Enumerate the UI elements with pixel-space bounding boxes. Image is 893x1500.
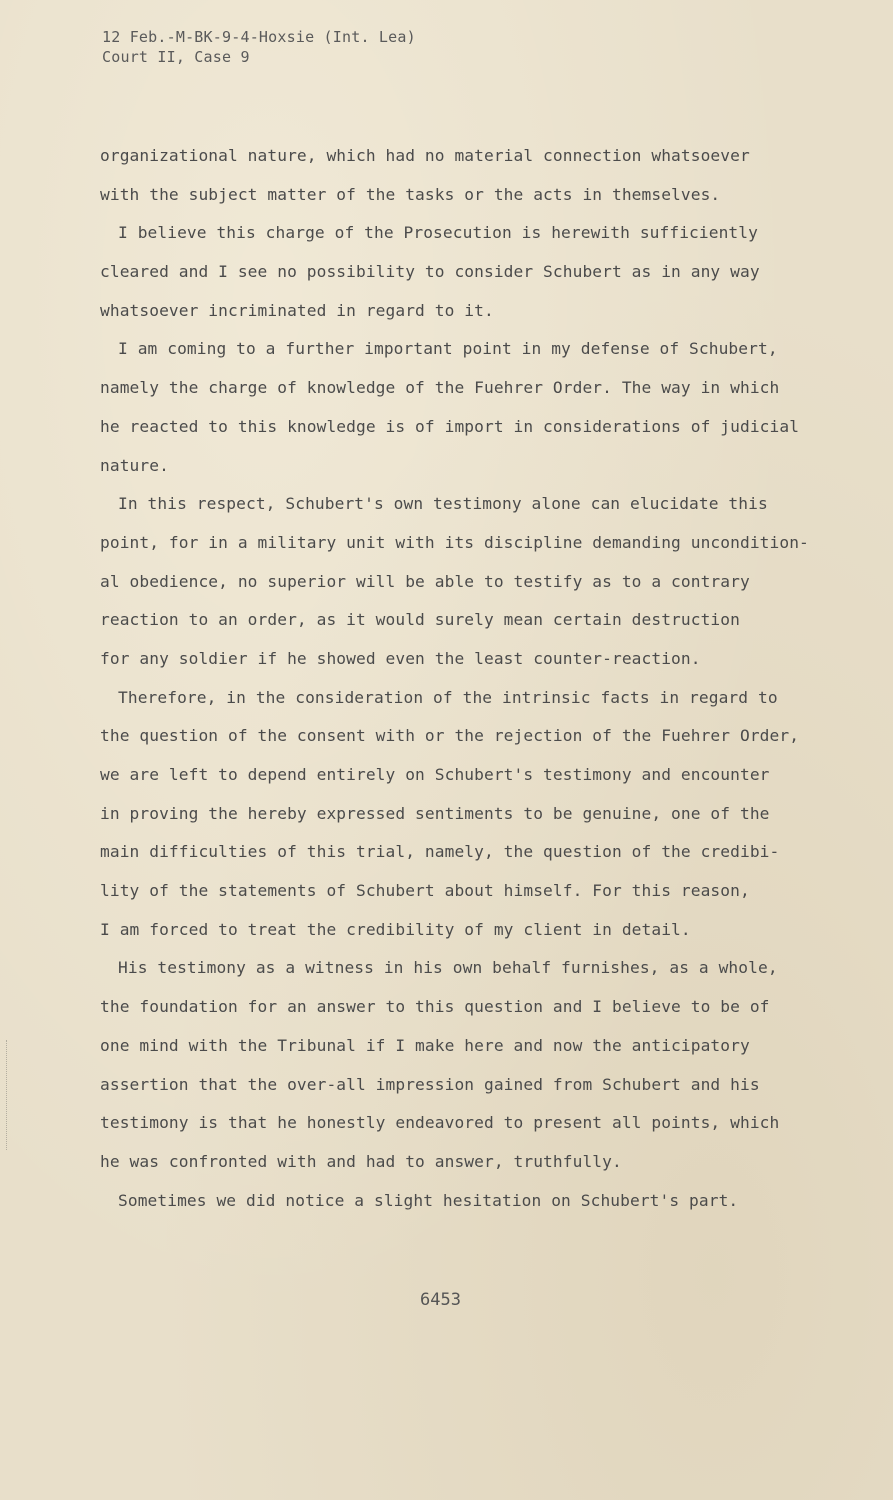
- text-line: assertion that the over-all impression gained from Schubert and his: [100, 1074, 760, 1094]
- text-line: In this respect, Schubert's own testimony alone can elucidate this: [118, 494, 768, 514]
- text-line: cleared and I see no possibility to consider Schubert as in any way: [100, 262, 760, 282]
- body-text: [100, 142, 820, 1225]
- text-line: al obedience, no superior will be able to testify as to a contrary: [100, 571, 750, 591]
- text-line: we are left to depend entirely on Schubert's testimony and encounter: [100, 765, 770, 784]
- text-line: he was confronted with and had to answer, truthfully.: [100, 1151, 622, 1171]
- text-line: Sometimes we did notice a slight hesitation on Schubert's part.: [118, 1190, 739, 1210]
- text-line: organizational nature, which had no material connection whatsoever: [100, 146, 750, 165]
- header-court: Court II, Case 9: [102, 48, 250, 66]
- text-line: I am coming to a further important point in my defense of Schubert,: [118, 339, 778, 359]
- text-line: I believe this charge of the Prosecution is herewith sufficiently: [118, 223, 758, 243]
- text-line: I am forced to treat the credibility of my client in detail.: [100, 919, 691, 939]
- text-line: His testimony as a witness in his own behalf furnishes, as a whole,: [118, 958, 778, 978]
- text-line: in proving the hereby expressed sentiments to be genuine, one of the: [100, 803, 770, 823]
- text-line: with the subject matter of the tasks or the acts in themselves.: [100, 184, 721, 204]
- text-line: whatsoever incriminated in regard to it.: [100, 300, 494, 320]
- binder-marks: [6, 1040, 9, 1150]
- text-line: one mind with the Tribunal if I make here and now the anticipatory: [100, 1035, 750, 1055]
- text-line: the question of the consent with or the rejection of the Fuehrer Order,: [100, 726, 800, 746]
- page-number: 6453: [420, 1290, 461, 1310]
- text-line: Therefore, in the consideration of the intrinsic facts in regard to: [118, 687, 778, 707]
- text-line: for any soldier if he showed even the least counter-reaction.: [100, 648, 701, 668]
- text-line: testimony is that he honestly endeavored to present all points, which: [100, 1113, 780, 1133]
- text-line: reaction to an order, as it would surely mean certain destruction: [100, 610, 740, 630]
- text-line: lity of the statements of Schubert about himself. For this reason,: [100, 881, 750, 901]
- text-line: nature.: [100, 455, 169, 475]
- text-line: point, for in a military unit with its discipline demanding uncondition-: [100, 532, 809, 552]
- header-case-reference: 12 Feb.-M-BK-9-4-Hoxsie (Int. Lea): [102, 28, 416, 46]
- document-header: [102, 27, 416, 67]
- text-line: he reacted to this knowledge is of import in considerations of judicial: [100, 416, 800, 436]
- text-line: namely the charge of knowledge of the Fuehrer Order. The way in which: [100, 378, 780, 398]
- text-line: main difficulties of this trial, namely, the question of the credibi-: [100, 842, 780, 862]
- text-line: the foundation for an answer to this question and I believe to be of: [100, 997, 770, 1017]
